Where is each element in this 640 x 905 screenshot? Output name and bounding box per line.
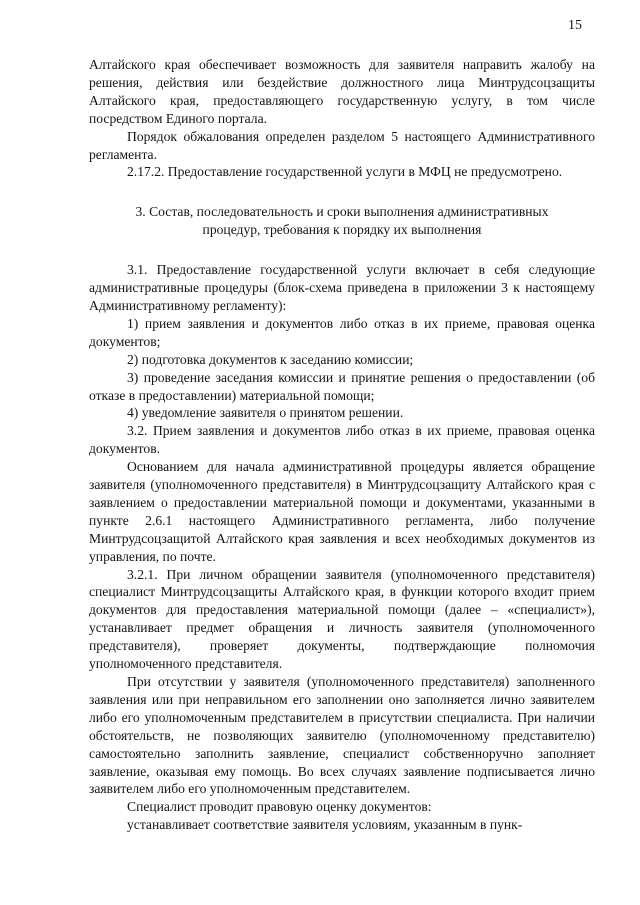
- paragraph-basis: Основанием для начала административной процедуры является обращение заявителя (уполномоченного представителя) в Минтрудсоцзащиту Алтайского края с заявлением о предоставлении материальной помощи и документами, указанными в пункте 2.6.1 настоящего Административного регламента, либо получение Минтрудсоцзащитой Алтайского края заявления и всех необходимых документов из управления, по почте.: [89, 459, 595, 564]
- paragraph-2-17-2: 2.17.2. Предоставление государственной услуги в МФЦ не предусмотрено.: [127, 164, 563, 180]
- section-heading-3: 3. Состав, последовательность и сроки выполнения административных процедур, требования к порядку их выполнения: [135, 204, 549, 238]
- paragraph-absence: При отсутствии у заявителя (уполномоченного представителя) заполненного заявления или при неправильном его заполнении оно заполняется лично заявителем либо его уполномоченным представителем в присутствии специалиста. При наличии обстоятельств, не позволяющих заявителю (уполномоченному представителю) самостоятельно заполнить заявление, специалист собственноручно заполняет заявление, оказывая ему помощь. Во всех случаях заявление подписывается лично заявителем либо его уполномоченным представителем.: [89, 674, 595, 797]
- list-item-1: 1) прием заявления и документов либо отказ в их приеме, правовая оценка документов;: [89, 315, 595, 349]
- paragraph-establishes: устанавливает соответствие заявителя условиям, указанным в пунк-: [127, 817, 523, 833]
- paragraph-3-1: 3.1. Предоставление государственной услуги включает в себя следующие административные процедуры (блок-схема приведена в приложении 3 к настоящему Административному регламенту):: [89, 262, 595, 313]
- paragraph-complaint: Алтайского края обеспечивает возможность для заявителя направить жалобу на решения, действия или бездействие должностного лица Минтрудсоцзащиты Алтайского края, предоставляющего государственную услугу, в том числе посредством Единого портала.: [89, 57, 595, 126]
- page-number: 15: [568, 18, 582, 33]
- list-item-2: 2) подготовка документов к заседанию комиссии;: [127, 351, 414, 367]
- list-item-3: 3) проведение заседания комиссии и принятие решения о предоставлении (об отказе в предоставлении) материальной помощи;: [89, 369, 595, 403]
- list-item-4: 4) уведомление заявителя о принятом решении.: [127, 405, 404, 421]
- document-body: [89, 56, 595, 834]
- paragraph-3-2: 3.2. Прием заявления и документов либо отказ в их приеме, правовая оценка документов.: [89, 423, 595, 457]
- paragraph-legal-assessment: Специалист проводит правовую оценку документов:: [127, 799, 432, 815]
- paragraph-3-2-1: 3.2.1. При личном обращении заявителя (уполномоченного представителя) специалист Минтрудсоцзащиты Алтайского края, в функции которого входит прием документов для предоставления материальной помощи (далее – «специалист»), устанавливает предмет обращения и личность заявителя (уполномоченного представителя), проверяет документы, подтверждающие полномочия уполномоченного представителя.: [89, 566, 595, 672]
- paragraph-appeal-order: Порядок обжалования определен разделом 5 настоящего Административного регламента.: [89, 128, 595, 162]
